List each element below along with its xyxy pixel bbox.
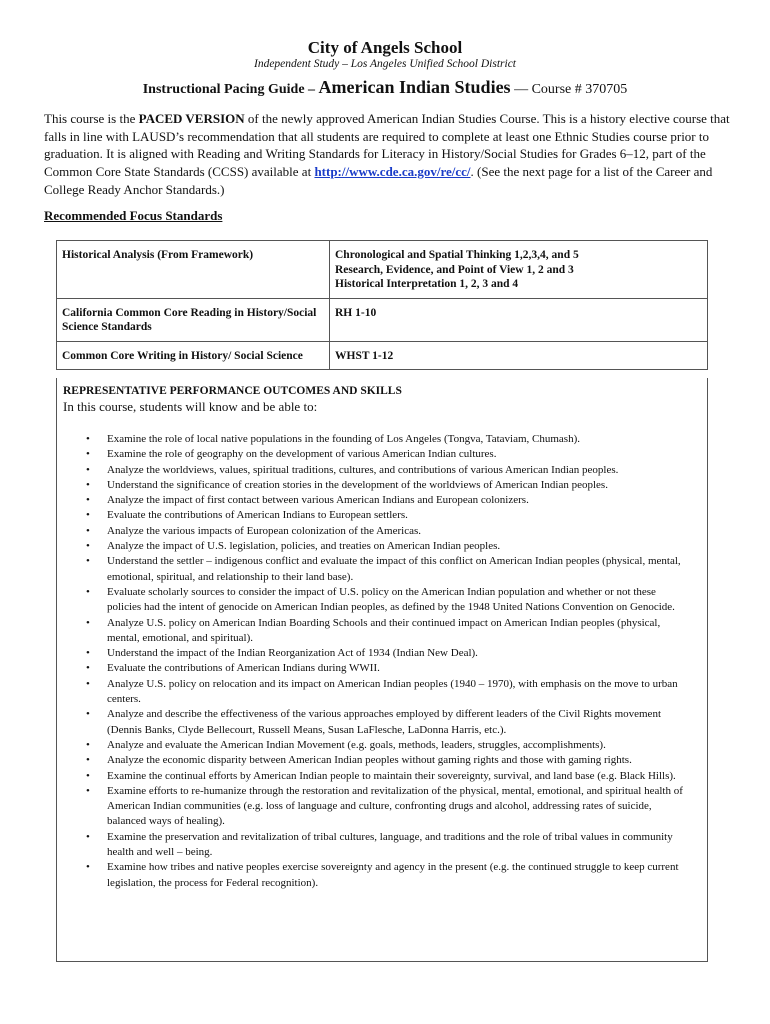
bullet-icon: •	[86, 784, 90, 797]
list-item-text: Examine efforts to re-humanize through the restoration and revitalization of the physical, mental, emotional, and spiritual health of American Indian communities (e.g. loss of language and culture, confronting drugs and alcohol, addressing rates of suicide, balanced ways of healing).	[107, 784, 683, 828]
list-item	[57, 524, 687, 539]
list-item	[57, 753, 687, 768]
list-item-text: Analyze the various impacts of European colonization of the Americas.	[107, 524, 422, 537]
bullet-icon: •	[86, 830, 90, 843]
intro-text-3: . (See the next page for a list of the Career and College Ready Anchor Standards.)	[44, 164, 713, 197]
list-item	[57, 646, 687, 661]
standard-value: WHST 1-12	[335, 349, 394, 362]
outcomes-box	[56, 378, 708, 962]
list-item	[57, 493, 687, 508]
list-item	[57, 738, 687, 753]
bullet-icon: •	[86, 738, 90, 751]
list-item-text: Analyze U.S. policy on American Indian Boarding Schools and their continued impact on American Indian peoples (physical, mental, emotional, and spiritual).	[107, 616, 661, 644]
bullet-icon: •	[86, 662, 90, 675]
list-item	[57, 677, 687, 708]
bullet-icon: •	[86, 524, 90, 537]
list-item	[57, 585, 687, 616]
outcomes-subheading: In this course, students will know and be able to:	[63, 399, 318, 414]
list-item-text: Examine the preservation and revitalization of tribal cultures, language, and traditions and the role of tribal values in community health and well – being.	[107, 830, 673, 859]
list-item-text: Evaluate scholarly sources to consider the impact of U.S. policy on the American Indian population and whether or not these policies had the intent of genocide on American Indian peoples, as defined by the 1948 United Nations Convention on Genocide.	[107, 585, 675, 614]
bullet-icon: •	[86, 463, 90, 476]
ccss-link[interactable]: http://www.cde.ca.gov/re/cc/	[314, 164, 471, 180]
bullet-icon: •	[86, 616, 90, 629]
outcomes-heading: REPRESENTATIVE PERFORMANCE OUTCOMES AND SKILLS	[63, 385, 402, 397]
bullet-icon: •	[86, 708, 90, 721]
list-item-text: Analyze the impact of U.S. legislation, policies, and treaties on American Indian peoples.	[107, 540, 501, 553]
list-item-text: Understand the settler – indigenous conflict and evaluate the impact of this conflict on American Indian peoples (physical, mental, emotional, spiritual, and relationship to their land base).	[107, 555, 681, 583]
bullet-icon: •	[86, 754, 90, 767]
course-heading	[0, 77, 770, 98]
bullet-icon: •	[86, 861, 90, 874]
standard-values	[330, 298, 708, 341]
list-item	[57, 432, 687, 447]
list-item-text: Understand the significance of creation stories in the development of the worldviews of American Indian peoples.	[107, 478, 608, 491]
list-item-text: Examine the role of geography on the development of various American Indian cultures.	[107, 448, 497, 461]
school-title: City of Angels School	[307, 38, 463, 57]
list-item-text: Analyze the impact of first contact between various American Indians and European colonizers.	[107, 494, 529, 507]
intro-text-1: This course is the	[44, 111, 139, 126]
bullet-icon: •	[86, 677, 90, 690]
intro-text-2: of the newly approved American Indian Studies Course. This is a history elective course that falls in line with LAUSD’s recommendation that all students are required to complete at least one Ethnic Studies course prior to graduation. It is aligned with Reading and Writing Standards for Literacy in History/Social Studies for Grades 6–12, part of the Common Core State Standards (CCSS) available at	[44, 111, 730, 180]
list-item	[57, 539, 687, 554]
standard-values	[330, 241, 708, 299]
bullet-icon: •	[86, 509, 90, 522]
intro-paragraph	[44, 110, 730, 199]
list-item	[57, 661, 687, 676]
list-item-text: Analyze the economic disparity between American Indian peoples without gaming rights and those with gaming rights.	[107, 754, 632, 767]
standards-table	[56, 240, 708, 370]
bullet-icon: •	[86, 585, 90, 598]
list-item	[57, 616, 687, 647]
district-subtitle: Independent Study – Los Angeles Unified School District	[253, 58, 516, 70]
bullet-icon: •	[86, 647, 90, 660]
list-item-text: Examine the continual efforts by American Indian people to maintain their sovereignty, survival, and land base (e.g. Black Hills).	[107, 769, 676, 782]
course-number: — Course # 370705	[514, 82, 628, 97]
guide-label: Instructional Pacing Guide –	[142, 82, 316, 97]
standard-label: Historical Analysis (From Framework)	[57, 241, 330, 299]
list-item-text: Examine how tribes and native peoples exercise sovereignty and agency in the present (e.g. the continued struggle to keep current legislation, the process for Federal recognition).	[107, 861, 679, 889]
table-row	[57, 341, 708, 370]
bullet-icon: •	[86, 448, 90, 461]
standard-value: RH 1-10	[335, 306, 377, 319]
outcomes-list	[57, 432, 687, 891]
bullet-icon: •	[86, 540, 90, 553]
table-row	[57, 298, 708, 341]
course-name: American Indian Studies	[318, 77, 511, 97]
list-item-text: Evaluate the contributions of American Indians during WWII.	[107, 662, 380, 675]
bullet-icon: •	[86, 478, 90, 491]
list-item	[57, 830, 687, 861]
standard-values	[330, 341, 708, 370]
standard-label: California Common Core Reading in History/Social Science Standards	[57, 298, 330, 341]
list-item-text: Evaluate the contributions of American Indians to European settlers.	[107, 509, 408, 522]
list-item-text: Understand the impact of the Indian Reorganization Act of 1934 (Indian New Deal).	[107, 647, 478, 660]
list-item-text: Examine the role of local native populations in the founding of Los Angeles (Tongva, Tataviam, Chumash).	[107, 433, 580, 445]
list-item	[57, 554, 687, 585]
list-item	[57, 784, 687, 830]
bullet-icon: •	[86, 494, 90, 507]
list-item	[57, 860, 687, 891]
standard-label: Common Core Writing in History/ Social Science	[57, 341, 330, 370]
standard-value: Historical Interpretation 1, 2, 3 and 4	[335, 278, 519, 290]
list-item-text: Analyze and evaluate the American Indian Movement (e.g. goals, methods, leaders, struggles, accomplishments).	[107, 738, 606, 751]
list-item-text: Analyze U.S. policy on relocation and its impact on American Indian peoples (1940 – 1970), with emphasis on the move to urban centers.	[107, 677, 678, 706]
standard-value: Chronological and Spatial Thinking 1,2,3,4, and 5	[335, 249, 579, 261]
focus-standards-heading: Recommended Focus Standards	[44, 208, 223, 223]
list-item-text: Analyze and describe the effectiveness of the various approaches employed by different leaders of the Civil Rights movement (Dennis Banks, Clyde Bellecourt, Russell Means, Susan LaFlesche, LaDonna Harris, etc.).	[107, 708, 661, 736]
bullet-icon: •	[86, 555, 90, 568]
list-item-text: Analyze the worldviews, values, spiritual traditions, cultures, and contributions of various American Indian peoples.	[107, 463, 619, 476]
bullet-icon: •	[86, 769, 90, 782]
table-row	[57, 241, 708, 299]
list-item	[57, 447, 687, 462]
standard-value: Research, Evidence, and Point of View 1, 2 and 3	[335, 263, 574, 276]
list-item	[57, 508, 687, 523]
bullet-icon: •	[86, 433, 90, 445]
intro-emphasis: PACED VERSION	[138, 111, 245, 126]
list-item	[57, 463, 687, 478]
list-item	[57, 769, 687, 784]
list-item	[57, 707, 687, 738]
list-item	[57, 478, 687, 493]
